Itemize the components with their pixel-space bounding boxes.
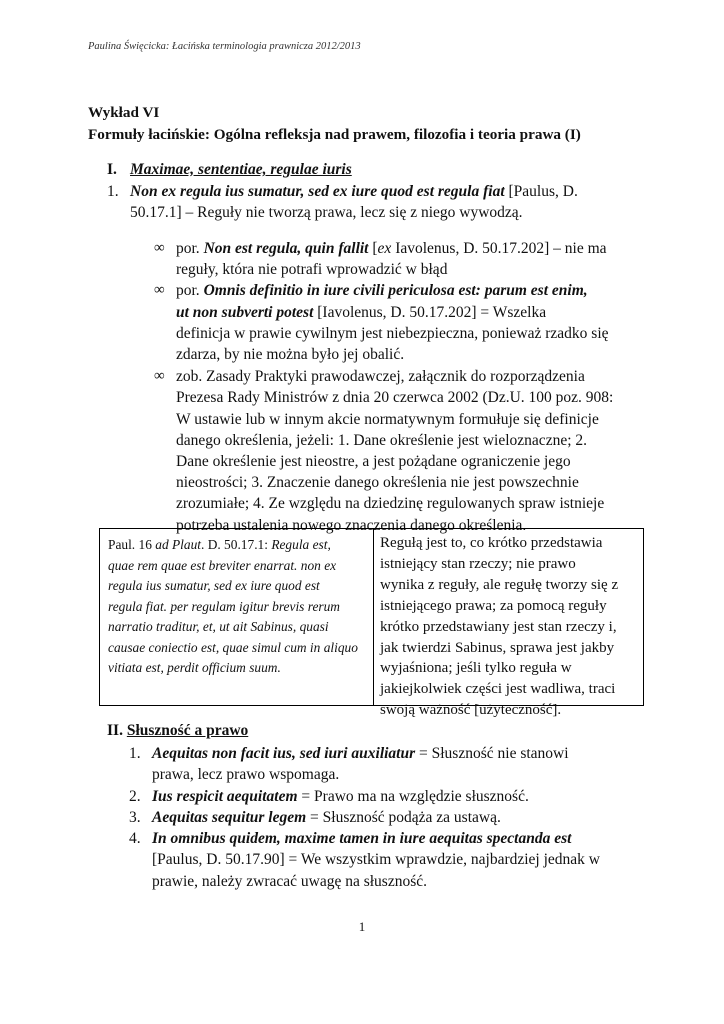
- section-1-title: Maximae, sententiae, regulae iuris: [130, 161, 352, 178]
- section-2-list: [129, 743, 649, 892]
- por-label: por.: [176, 240, 200, 257]
- latin-line: vitiata est, perdit officium suum.: [108, 660, 281, 675]
- latin-line: causae coniectio est, quae simul cum in aliquo: [108, 639, 358, 655]
- latin-maxim: Non ex regula ius sumatur, sed ex iure quod est regula fiat: [130, 183, 505, 200]
- list-item: [129, 786, 649, 807]
- text-line: zob. Zasady Praktyki prawodawczej, załącznik do rozporządzenia: [176, 368, 585, 386]
- translation: = Słuszność podąża za ustawą.: [306, 808, 501, 826]
- translation-line: zdarza, by nie można było jej obalić.: [176, 346, 405, 364]
- lecture-heading: [88, 102, 581, 146]
- latin-maxim-cont: ut non subverti potest: [176, 303, 314, 321]
- section-1-number: I.: [107, 161, 117, 178]
- latin-line: Regula est,: [271, 537, 331, 552]
- bullet-item-1: [154, 238, 654, 280]
- translation-line: wyjaśniona; jeśli tylko reguła w: [380, 660, 572, 677]
- infinity-bullet-icon: ∞: [154, 368, 165, 385]
- translation-cont: prawa, lecz prawo wspomaga.: [152, 766, 340, 784]
- comparison-table: [99, 528, 644, 719]
- translation: = Słuszność nie stanowi: [415, 745, 569, 762]
- ref-open: [: [372, 240, 378, 257]
- translation-line: jak twierdzi Sabinus, sprawa jest jakby: [380, 639, 615, 656]
- translation-line: reguły, która nie potrafi wprowadzić w błąd: [176, 261, 448, 279]
- bullet-item-3: [154, 366, 654, 536]
- list-item: [129, 807, 649, 828]
- text-line: potrzeba ustalenia nowego znaczenia danego określenia.: [176, 516, 527, 534]
- infinity-bullet-icon: ∞: [154, 240, 165, 256]
- text-line: zrozumiałe; 4. Ze względu na dziedzinę regulowanych spraw istnieje: [176, 495, 605, 513]
- text-line: W ustawie lub w innym akcie normatywnym formułuje się definicje: [176, 410, 599, 428]
- por-label: por.: [176, 282, 200, 300]
- ex-label: ex: [377, 240, 392, 257]
- latin-line: quae rem quae est breviter enarrat. non ex: [108, 557, 337, 573]
- list-item: [129, 828, 649, 892]
- translation-line: [Paulus, D. 50.17.90] = We wszystkim wprawdzie, najbardziej jednak w: [152, 851, 600, 869]
- section-2-heading: [107, 721, 248, 741]
- text-line: Dane określenie jest nieostre, a jest pożądane ograniczenie jego: [176, 453, 571, 471]
- list-item: [129, 743, 649, 786]
- latin-maxim: Aequitas sequitur legem: [152, 808, 307, 826]
- section-2-title: Słuszność a prawo: [126, 722, 249, 739]
- latin-maxim: Ius respicit aequitatem: [152, 787, 298, 805]
- polish-translation-cell: [374, 529, 643, 719]
- latin-source-cell: [100, 529, 374, 705]
- text-line: Prezesa Rady Ministrów z dnia 20 czerwca 2002 (Dz.U. 100 poz. 908:: [176, 389, 614, 407]
- translation-line: istniejący stan rzeczy; nie prawo: [380, 555, 576, 572]
- item-number: 2.: [129, 787, 141, 805]
- latin-maxim: Omnis definitio in iure civili periculosa est: parum est enim,: [203, 282, 588, 300]
- latin-line: regula fiat. per regulam igitur brevis rerum: [108, 598, 340, 614]
- item-number: 4.: [129, 830, 141, 848]
- infinity-bullet-icon: ∞: [154, 282, 165, 299]
- translation-line: krótko przedstawiany jest stan rzeczy i,: [380, 618, 617, 635]
- latin-line: narratio traditur, et, ut ait Sabinus, quasi: [108, 619, 329, 634]
- section-1-item-1: [107, 181, 667, 223]
- page-number: 1: [358, 919, 366, 934]
- translation-line: prawie, należy zwracać uwagę na słuszność.: [152, 872, 427, 890]
- translation-line: wynika z reguły, ale regułę tworzy się z: [380, 576, 619, 593]
- latin-maxim: In omnibus quidem, maxime tamen in iure aequitas spectanda est: [152, 830, 572, 848]
- text-line: nieostrości; 3. Znaczenie danego określenia nie jest powszechnie: [176, 474, 579, 492]
- translation-line: swoją ważność [użyteczność].: [380, 702, 562, 719]
- translation-line: istniejącego prawa; za pomocą reguły: [380, 597, 607, 614]
- translation-line: Regułą jest to, co krótko przedstawia: [380, 535, 603, 551]
- item-number: 3.: [129, 808, 141, 826]
- page-header: Paulina Święcicka: Łacińska terminologia prawnicza 2012/2013: [88, 41, 361, 52]
- section-1-heading: [107, 160, 352, 180]
- lecture-subtitle: Formuły łacińskie: Ogólna refleksja nad prawem, filozofia i teoria prawa (I): [88, 126, 581, 143]
- source-ref-ad: ad Plaut: [155, 537, 201, 552]
- item-translation: 50.17.1] – Reguły nie tworzą prawa, lecz się z niego wywodzą.: [130, 204, 523, 221]
- item-reference: [Paulus, D.: [504, 183, 578, 200]
- translation-line: jakiejkolwiek części jest wadliwa, traci: [380, 681, 616, 698]
- lecture-title: Wykład VI: [88, 104, 160, 121]
- item-number: 1.: [129, 745, 141, 762]
- section-2-number: II.: [107, 722, 123, 739]
- text-line: danego określenia, jeżeli: 1. Dane określenie jest wieloznaczne; 2.: [176, 431, 588, 449]
- item-number: 1.: [107, 183, 119, 200]
- bullet-item-2: [154, 280, 654, 365]
- latin-maxim: Non est regula, quin fallit: [203, 240, 369, 257]
- ref-text: Iavolenus, D. 50.17.202] – nie ma: [391, 240, 607, 257]
- translation-line: definicja w prawie cywilnym jest niebezpieczna, ponieważ rzadko się: [176, 324, 609, 342]
- source-ref: Paul. 16: [108, 537, 156, 552]
- bullet-list: [154, 238, 654, 536]
- translation: = Prawo ma na względzie słuszność.: [297, 787, 529, 805]
- latin-line: regula ius sumatur, sed ex iure quod est: [108, 578, 320, 593]
- latin-maxim: Aequitas non facit ius, sed iuri auxiliatur: [152, 745, 416, 762]
- ref-text: [Iavolenus, D. 50.17.202] = Wszelka: [313, 303, 547, 321]
- source-ref-cont: . D. 50.17.1:: [201, 537, 272, 552]
